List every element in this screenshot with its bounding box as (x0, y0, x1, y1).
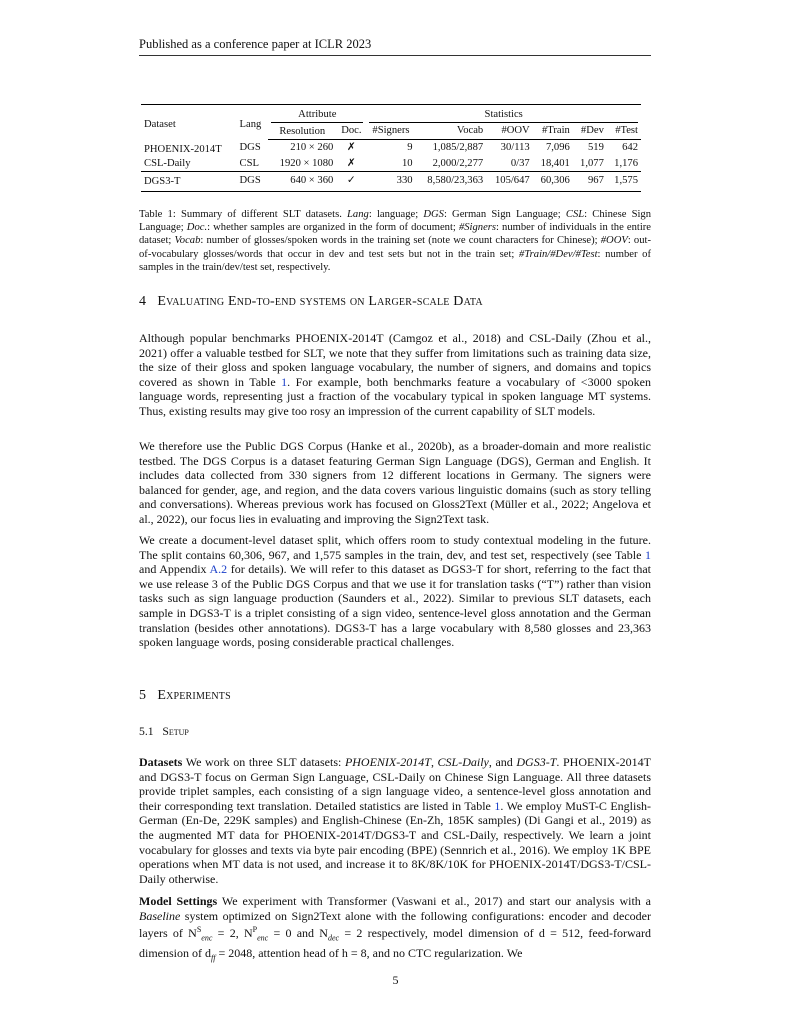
col-test: #Test (607, 123, 641, 140)
col-oov: #OOV (486, 123, 533, 140)
cell-test: 1,575 (607, 171, 641, 191)
subsection-5-1-heading: 5.1 Setup (139, 725, 189, 738)
cell-doc: ✓ (336, 171, 366, 191)
cell-resolution: 640 × 360 (268, 171, 336, 191)
running-header: Published as a conference paper at ICLR 2023 (139, 37, 651, 56)
appendix-a2-link[interactable]: A.2 (209, 562, 228, 577)
cell-test: 642 (622, 142, 638, 154)
cell-lang: CSL (237, 157, 269, 172)
page-number: 5 (392, 973, 399, 987)
cell-resolution: 210 × 260 (290, 142, 334, 154)
col-resolution: Resolution (268, 123, 336, 140)
table-row (141, 140, 641, 157)
section-4-heading: 4 Evaluating End-to-end systems on Larger-scale Data (139, 294, 483, 309)
group-attribute (268, 105, 366, 124)
model-settings-paragraph: Model Settings We experiment with Transformer (Vaswani et al., 2017) and start our analysis with a Baseline system optimized on Sign2Text alone with the following configurations: encoder and decoder layers of $N^S_{enc} = 2$, $N^P_{enc} = 0$ and $N_{dec} = 2$ respectively, model dimension of d = 512, feed-forward dimension of $d_{ff} = 2048$, attention head of h = 8, and no CTC regularization. We (139, 894, 652, 963)
cell-signers: 330 (366, 171, 415, 191)
table-1-link[interactable]: 1 (494, 798, 501, 813)
dataset-statistics-table (141, 104, 641, 192)
table-1-link[interactable]: 1 (281, 374, 288, 389)
cell-lang: DGS (239, 142, 261, 153)
table-caption: Table 1: Summary of different SLT datasets. Lang: language; DGS: German Sign Language; CSL: Chinese Sign Language; Doc.: whether samples are organized in the form of document; #Signers: number of individuals in the entire dataset; Vocab: number of glosses/spoken words in the training set (note we count characters for Chinese); #OOV: out-of-vocabulary glosses/words that occur in dev and test sets but not in the train set; #Train/#Dev/#Test: number of samples in the train/dev/test set, respectively. (139, 209, 652, 273)
section-4-paragraph-1: Although popular benchmarks PHOENIX-2014T (Camgoz et al., 2018) and CSL-Daily (Zhou et al., 2021) offer a valuable testbed for SLT, we note that they suffer from limitations such as training data size, the size of their gloss and spoken language vocabulary, the number of signers, and domains and topics covered as shown in Table 1. For example, both benchmarks feature a vocabulary of <3000 spoken language words, representing just a fraction of the vocabulary typical in spoken language MT systems. Thus, existing results may give too rosy an impression of the current capability of SLT models. (139, 331, 652, 418)
cell-oov: 105/647 (486, 171, 533, 191)
cell-dataset: PHOENIX-2014T (144, 143, 222, 155)
table-row (141, 157, 641, 172)
cell-dev: 1,077 (573, 157, 607, 172)
cell-doc: ✗ (346, 142, 356, 154)
cell-train: 60,306 (533, 171, 573, 191)
cell-dataset: DGS3-T (141, 171, 237, 191)
attribute-label: Attribute (271, 108, 363, 123)
table-row (141, 171, 641, 191)
group-statistics (366, 105, 641, 124)
statistics-label: Statistics (369, 108, 638, 123)
col-dataset: Dataset (141, 105, 237, 140)
cell-vocab: 1,085/2,887 (432, 142, 484, 154)
cell-test: 1,176 (607, 157, 641, 172)
cell-lang: DGS (237, 171, 269, 191)
cell-dev: 519 (587, 142, 604, 154)
col-vocab: Vocab (416, 123, 487, 140)
datasets-paragraph: Datasets We work on three SLT datasets: PHOENIX-2014T, CSL-Daily, and DGS3-T. PHOENIX-2014T and DGS3-T focus on German Sign Language, CSL-Daily on Chinese Sign Language. All three datasets provide triplet samples, each consisting of a sign language video, a sentence-level gloss annotation and their corresponding text translation. Detailed statistics are listed in Table 1. We employ MuST-C English-German (En-De, 229K samples) and English-Chinese (En-Zh, 185K samples) (Di Gangi et al., 2019) as the augmented MT data for PHOENIX-2014T/DGS3-T and CSL-Daily, respectively. We learn a joint vocabulary for glosses and texts via byte pair encoding (BPE) (Sennrich et al., 2016). We employ 1K BPE operations when MT data is not used, and increase it to 8K/8K/10K for PHOENIX-2014T/DGS3-T/CSL-Daily otherwise. (139, 755, 651, 886)
col-dev: #Dev (573, 123, 607, 140)
col-signers: #Signers (366, 123, 415, 140)
col-doc: Doc. (336, 123, 366, 140)
cell-train: 7,096 (545, 142, 570, 154)
cell-dataset: CSL-Daily (141, 157, 237, 172)
cell-doc: ✗ (336, 157, 366, 172)
cell-signers: 10 (366, 157, 415, 172)
table-1-link[interactable]: 1 (645, 547, 651, 562)
cell-vocab: 2,000/2,277 (416, 157, 487, 172)
cell-signers: 9 (407, 142, 413, 154)
cell-train: 18,401 (533, 157, 573, 172)
cell-dev: 967 (573, 171, 607, 191)
cell-vocab: 8,580/23,363 (416, 171, 487, 191)
section-4-paragraph-3: We create a document-level dataset split, which offers room to study contextual modeling in the future. The split contains 60,306, 967, and 1,575 samples in the train, dev, and test set, respectively (see Table 1 and Appendix A.2 for details). We will refer to this dataset as DGS3-T for short, referring to the fact that we use release 3 of the Public DGS Corpus and that we use it for translation tasks (“T”) rather than vision tasks such as sign language production (Saunders et al., 2022). Similar to previous SLT datasets, each sample in DGS3-T is a triplet consisting of a sign video, sentence-level gloss annotation and the German translation (besides other annotations). DGS3-T has a large vocabulary with 8,580 glosses and 23,363 spoken language words, posing considerable practical challenges. (139, 533, 652, 650)
cell-oov: 30/113 (500, 142, 530, 154)
cell-oov: 0/37 (486, 157, 533, 172)
section-5-heading: 5 Experiments (139, 688, 231, 703)
col-train: #Train (533, 123, 573, 140)
col-lang: Lang (237, 105, 269, 140)
section-4-paragraph-2: We therefore use the Public DGS Corpus (Hanke et al., 2020b), as a broader-domain and more realistic testbed. The DGS Corpus is a dataset featuring German Sign Language (DGS), German and English. It includes data collected from 330 signers from 12 different locations in Germany. The signers were balanced for gender, age, and region, and the data covers various linguistic domains (such as story telling and conversations). Whereas previous work has focused on Gloss2Text (Müller et al., 2022; Angelova et al., 2022), our focus lies in evaluating and improving the Sign2Text task. (139, 439, 651, 526)
cell-resolution: 1920 × 1080 (268, 157, 336, 172)
